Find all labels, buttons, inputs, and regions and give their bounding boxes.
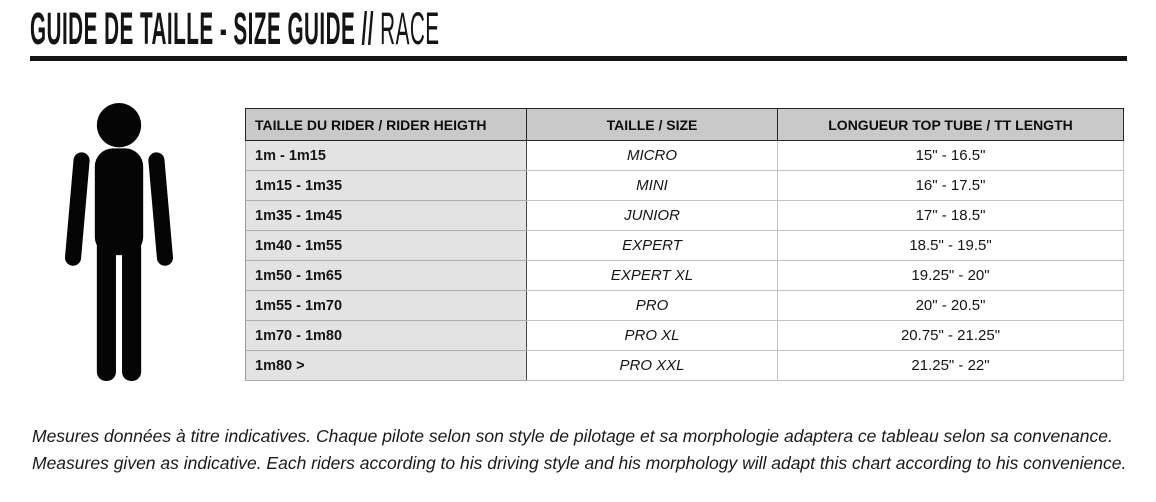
cell-tt-length: 15" - 16.5": [778, 141, 1124, 171]
cell-rider-height: 1m - 1m15: [246, 141, 527, 171]
cell-size: PRO: [527, 291, 778, 321]
table-row: [246, 261, 1124, 291]
cell-tt-length: 18.5" - 19.5": [778, 231, 1124, 261]
disclaimer-notes: [32, 423, 1132, 477]
table-header-row: [246, 109, 1124, 141]
cell-rider-height: 1m70 - 1m80: [246, 321, 527, 351]
cell-rider-height: 1m35 - 1m45: [246, 201, 527, 231]
title-underline-rule: [30, 56, 1127, 61]
standing-person-silhouette-icon: [58, 102, 180, 384]
cell-tt-length: 21.25" - 22": [778, 351, 1124, 381]
table-row: [246, 291, 1124, 321]
header-rider-height: TAILLE DU RIDER / RIDER HEIGTH: [246, 109, 527, 141]
cell-rider-height: 1m50 - 1m65: [246, 261, 527, 291]
cell-rider-height: 1m15 - 1m35: [246, 171, 527, 201]
table-row: [246, 231, 1124, 261]
disclaimer-line-fr: Mesures données à titre indicatives. Chaque pilote selon son style de pilotage et sa morphologie adaptera ce tableau selon sa convenance.: [32, 426, 1113, 446]
cell-size: EXPERT: [527, 231, 778, 261]
header-size: TAILLE / SIZE: [527, 109, 778, 141]
title-main: GUIDE DE TAILLE - SIZE GUIDE //: [30, 3, 381, 54]
title-variant: RACE: [380, 3, 440, 54]
cell-rider-height: 1m80 >: [246, 351, 527, 381]
cell-size: EXPERT XL: [527, 261, 778, 291]
table-row: [246, 141, 1124, 171]
cell-tt-length: 20.75" - 21.25": [778, 321, 1124, 351]
page-title-text: [30, 3, 440, 54]
cell-tt-length: 17" - 18.5": [778, 201, 1124, 231]
cell-tt-length: 16" - 17.5": [778, 171, 1124, 201]
cell-tt-length: 19.25" - 20": [778, 261, 1124, 291]
table-row: [246, 321, 1124, 351]
cell-size: MINI: [527, 171, 778, 201]
page-title: [30, 3, 920, 54]
table-row: [246, 201, 1124, 231]
disclaimer-line-en: Measures given as indicative. Each riders according to his driving style and his morphology will adapt this chart according to his convenience.: [32, 453, 1127, 473]
cell-rider-height: 1m55 - 1m70: [246, 291, 527, 321]
cell-size: PRO XXL: [527, 351, 778, 381]
table-row: [246, 171, 1124, 201]
cell-rider-height: 1m40 - 1m55: [246, 231, 527, 261]
size-guide-table: [245, 108, 1124, 381]
cell-size: MICRO: [527, 141, 778, 171]
table-row: [246, 351, 1124, 381]
cell-size: JUNIOR: [527, 201, 778, 231]
cell-size: PRO XL: [527, 321, 778, 351]
cell-tt-length: 20" - 20.5": [778, 291, 1124, 321]
header-tt-length: LONGUEUR TOP TUBE / TT LENGTH: [778, 109, 1124, 141]
